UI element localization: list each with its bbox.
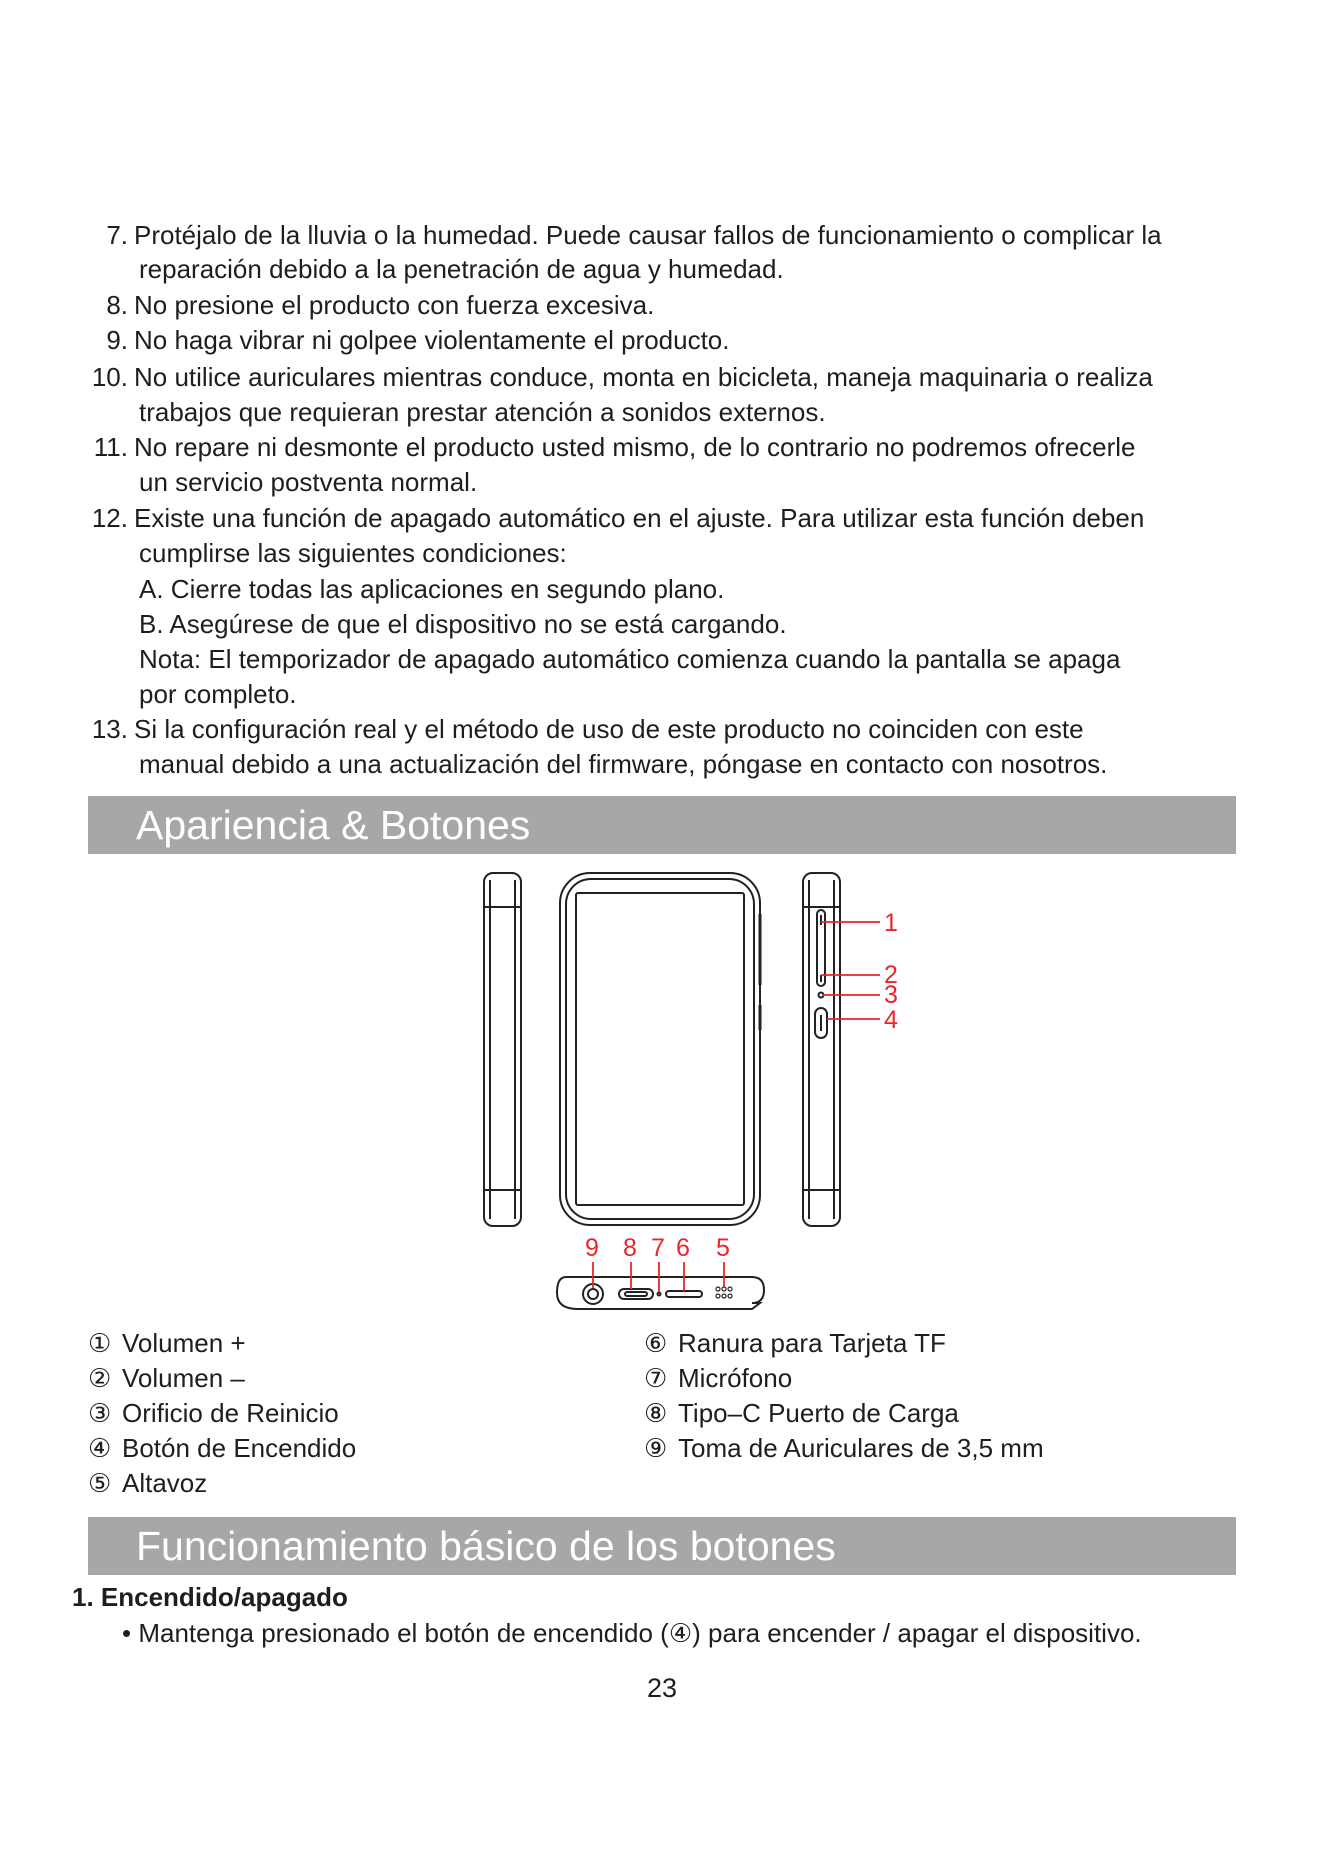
legend-left bbox=[88, 1326, 356, 1501]
list-item-7 bbox=[0, 218, 1324, 286]
callout-label-4: 4 bbox=[884, 1006, 898, 1034]
legend-item: ⑥ Ranura para Tarjeta TF bbox=[644, 1328, 946, 1358]
list-text: No haga vibrar ni golpee violentamente el producto. bbox=[134, 325, 730, 355]
callout-label-6: 6 bbox=[676, 1234, 690, 1262]
list-text-continued: manual debido a una actualización del firmware, póngase en contacto con nosotros. bbox=[139, 749, 1108, 779]
callout-lines bbox=[593, 922, 880, 1292]
list-text-continued: por completo. bbox=[139, 679, 297, 709]
callout-label-5: 5 bbox=[716, 1234, 730, 1262]
list-text: No presione el producto con fuerza excesiva. bbox=[134, 290, 655, 320]
legend-item: ⑧ Tipo–C Puerto de Carga bbox=[644, 1398, 959, 1428]
callout-label-1: 1 bbox=[884, 909, 898, 937]
device-right-side-view bbox=[803, 873, 840, 1226]
list-text-option-a: A. Cierre todas las aplicaciones en segundo plano. bbox=[139, 574, 725, 604]
legend-item: ② Volumen – bbox=[88, 1363, 245, 1393]
list-number: 11. bbox=[93, 432, 128, 462]
list-number: 8. bbox=[106, 290, 128, 320]
section-header-basic-operation bbox=[88, 1517, 1236, 1575]
callout-label-9: 9 bbox=[585, 1234, 599, 1262]
legend-right bbox=[644, 1326, 1044, 1466]
list-text: Existe una función de apagado automático en el ajuste. Para utilizar esta función deben bbox=[134, 503, 1145, 533]
legend-item: ① Volumen + bbox=[88, 1328, 246, 1358]
list-text-continued: trabajos que requieran prestar atención a sonidos externos. bbox=[139, 397, 826, 427]
list-number: 13. bbox=[91, 714, 128, 744]
bullet-power-instruction: • Mantenga presionado el botón de encendido (④) para encender / apagar el dispositivo. bbox=[122, 1618, 1142, 1648]
callout-label-2: 2 bbox=[884, 961, 898, 989]
list-item-10 bbox=[0, 360, 1324, 428]
callout-label-3: 3 bbox=[884, 981, 898, 1009]
list-number: 10. bbox=[91, 362, 128, 392]
legend-item: ⑨ Toma de Auriculares de 3,5 mm bbox=[644, 1433, 1044, 1463]
list-text-note: Nota: El temporizador de apagado automático comienza cuando la pantalla se apaga bbox=[139, 644, 1121, 674]
list-text: No utilice auriculares mientras conduce, monta en bicicleta, maneja maquinaria o realiza bbox=[134, 362, 1153, 392]
list-number: 9. bbox=[106, 325, 128, 355]
section-title: Apariencia & Botones bbox=[136, 802, 531, 848]
legend-item: ⑦ Micrófono bbox=[644, 1363, 793, 1393]
callout-labels bbox=[585, 909, 898, 1262]
list-item-13 bbox=[0, 712, 1324, 780]
callout-label-7: 7 bbox=[651, 1234, 665, 1262]
legend-item: ③ Orificio de Reinicio bbox=[88, 1398, 339, 1428]
list-number: 12. bbox=[91, 503, 128, 533]
legend-item: ⑤ Altavoz bbox=[88, 1468, 208, 1498]
device-bottom-view bbox=[557, 1277, 764, 1309]
list-item-12 bbox=[0, 501, 1324, 711]
list-text-continued: reparación debido a la penetración de agua y humedad. bbox=[139, 254, 784, 284]
list-text: Si la configuración real y el método de uso de este producto no coinciden con este bbox=[134, 714, 1084, 744]
callout-label-8: 8 bbox=[623, 1234, 637, 1262]
list-text-option-b: B. Asegúrese de que el dispositivo no se está cargando. bbox=[139, 609, 787, 639]
list-text: No repare ni desmonte el producto usted mismo, de lo contrario no podremos ofrecerle bbox=[134, 432, 1136, 462]
section-header-appearance bbox=[88, 796, 1236, 854]
list-text-continued: un servicio postventa normal. bbox=[139, 467, 478, 497]
list-item-11 bbox=[0, 430, 1324, 498]
list-item-8 bbox=[0, 288, 1324, 322]
list-text-continued: cumplirse las siguientes condiciones: bbox=[139, 538, 567, 568]
section-title: Funcionamiento básico de los botones bbox=[136, 1523, 836, 1569]
legend-item: ④ Botón de Encendido bbox=[88, 1433, 357, 1463]
device-left-side-view bbox=[484, 873, 521, 1226]
list-text: Protéjalo de la lluvia o la humedad. Puede causar fallos de funcionamiento o complicar la bbox=[134, 220, 1162, 250]
device-front-view bbox=[560, 873, 760, 1225]
page-number: 23 bbox=[646, 1673, 678, 1703]
list-item-9 bbox=[0, 323, 1324, 357]
sub-heading-power: 1. Encendido/apagado bbox=[72, 1582, 348, 1612]
list-number: 7. bbox=[106, 220, 128, 250]
